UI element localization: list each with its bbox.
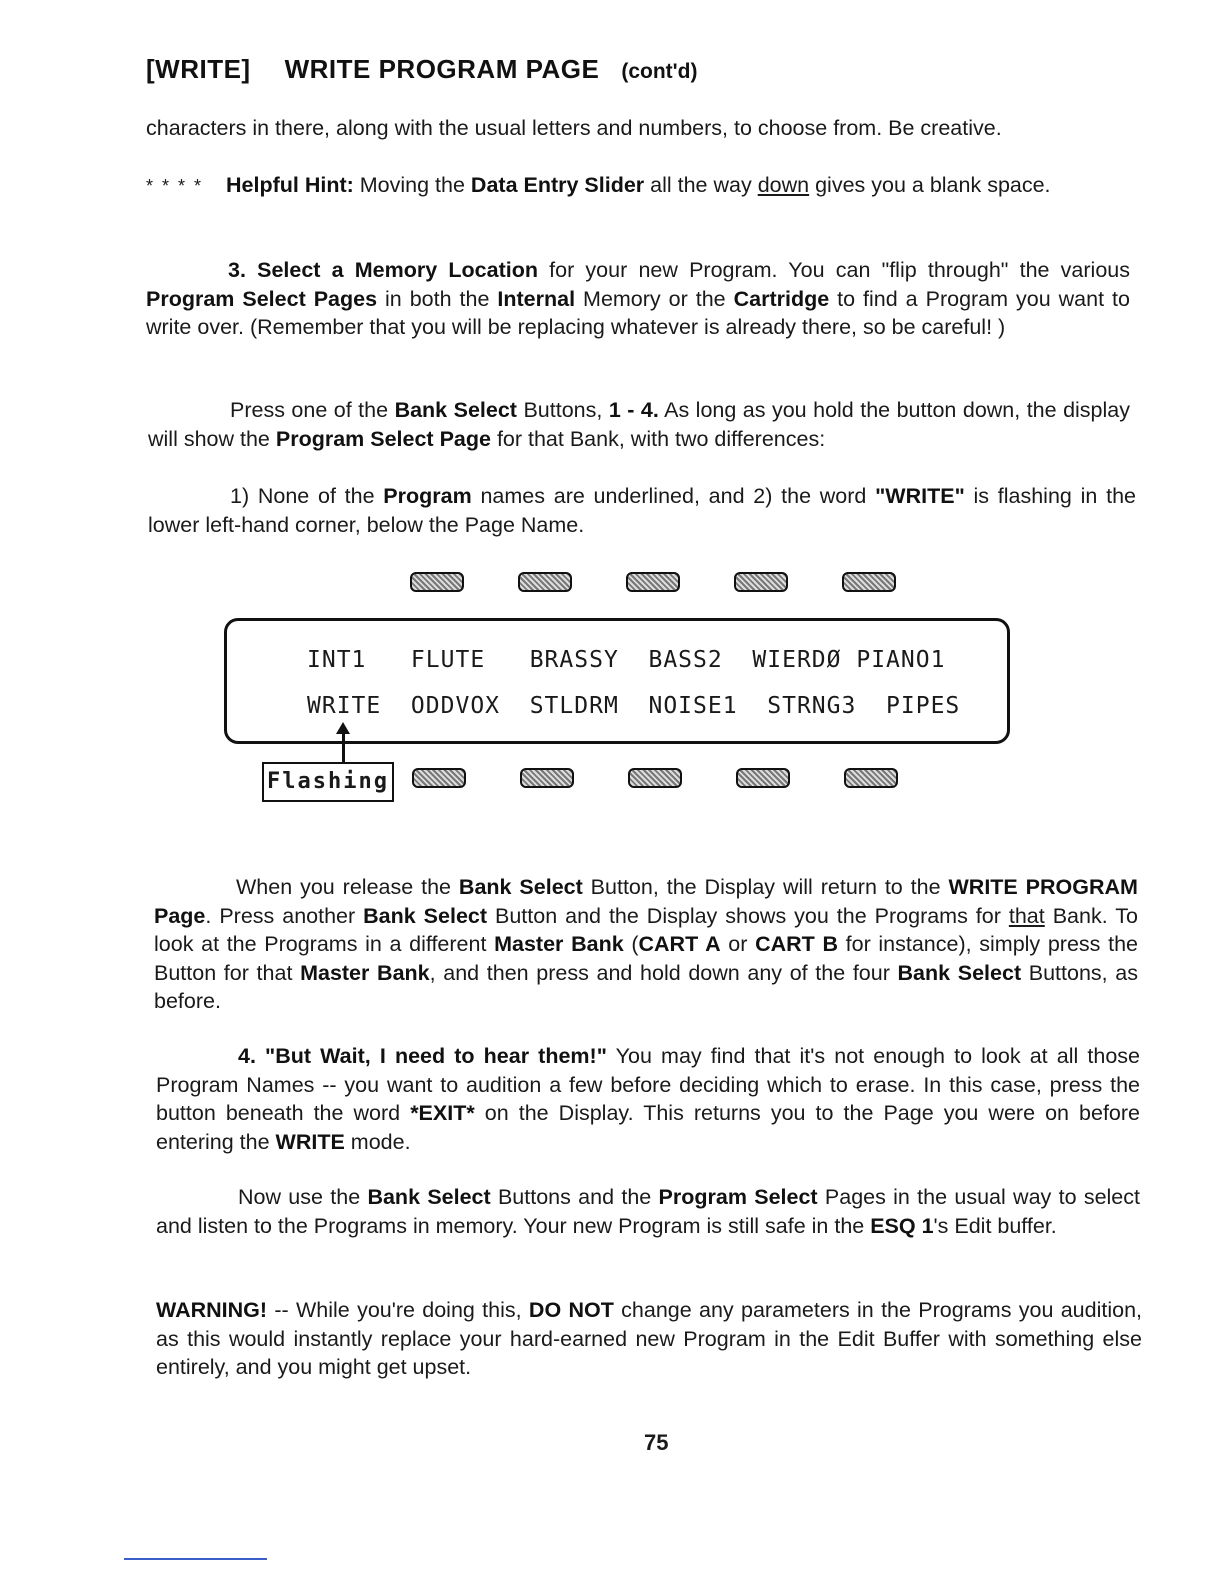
hint-stars: * * * * [146, 176, 204, 196]
page-number: 75 [644, 1430, 669, 1455]
soft-key-icon [734, 572, 788, 592]
top-soft-keys [410, 572, 900, 594]
section-tag: [WRITE] [146, 54, 251, 84]
bottom-soft-keys [412, 768, 902, 790]
soft-key-icon [628, 768, 682, 788]
soft-key-icon [410, 572, 464, 592]
soft-key-icon [844, 768, 898, 788]
arrow-up-icon [336, 722, 350, 734]
now-use-paragraph: Now use the Bank Select Buttons and the Program Select Pages in the usual way to select and listen to the Programs in memory. Your new Program is still safe in the ESQ 1's Edit buffer. [156, 1185, 1140, 1238]
continued-label: (cont'd) [621, 60, 698, 83]
soft-key-icon [412, 768, 466, 788]
warning-paragraph: WARNING! -- While you're doing this, DO NOT change any parameters in the Programs you audition, as this would instantly replace your hard-earned new Program in the Edit Buffer with something else entirely, and you might get upset. [156, 1298, 1143, 1379]
soft-key-icon [518, 572, 572, 592]
footer-rule [124, 1558, 267, 1560]
release-paragraph: When you release the Bank Select Button, the Display will return to the WRITE PROGRAM Page. Press another Bank Select Button and the Display shows you the Programs for that Bank. To look at the Programs in a different Master Bank (CART A or CART B for instance), simply press the Button for that Master Bank, and then press and hold down any of the four Bank Select Buttons, as before. [154, 875, 1139, 1013]
press-paragraph: Press one of the Bank Select Buttons, 1 - 4. As long as you hold the button down, the display will show the Program Select Page for that Bank, with two differences: [148, 398, 1130, 451]
lcd-line-2: WRITE ODDVOX STLDRM NOISE1 STRNG3 PIPES [307, 693, 961, 719]
step-3-paragraph: 3. Select a Memory Location for your new Program. You can "flip through" the various Program Select Pages in both the Internal Memory or the Cartridge to find a Program you want to write over. (Remember that you will be replacing whatever is already there, so be careful! ) [146, 258, 1130, 339]
flashing-label: Flashing [262, 762, 394, 802]
page-header [146, 54, 697, 85]
soft-key-icon [626, 572, 680, 592]
lcd-line-1: INT1 FLUTE BRASSY BASS2 WIERDØ PIANO1 [307, 647, 946, 673]
differences-paragraph: 1) None of the Program names are underlined, and 2) the word "WRITE" is flashing in the lower left-hand corner, below the Page Name. [148, 484, 1136, 537]
soft-key-icon [842, 572, 896, 592]
soft-key-icon [736, 768, 790, 788]
page-title: WRITE PROGRAM PAGE [284, 54, 600, 84]
step-4-paragraph: 4. "But Wait, I need to hear them!" You may find that it's not enough to look at all those Program Names -- you want to audition a few before deciding which to erase. In this case, press the button beneath the word *EXIT* on the Display. This returns you to the Page you were on before entering the WRITE mode. [156, 1044, 1140, 1154]
paragraph-characters: characters in there, along with the usual letters and numbers, to choose from. Be creative. [146, 116, 1002, 140]
helpful-hint: Helpful Hint: Moving the Data Entry Slider all the way down gives you a blank space. [226, 173, 1051, 197]
soft-key-icon [520, 768, 574, 788]
